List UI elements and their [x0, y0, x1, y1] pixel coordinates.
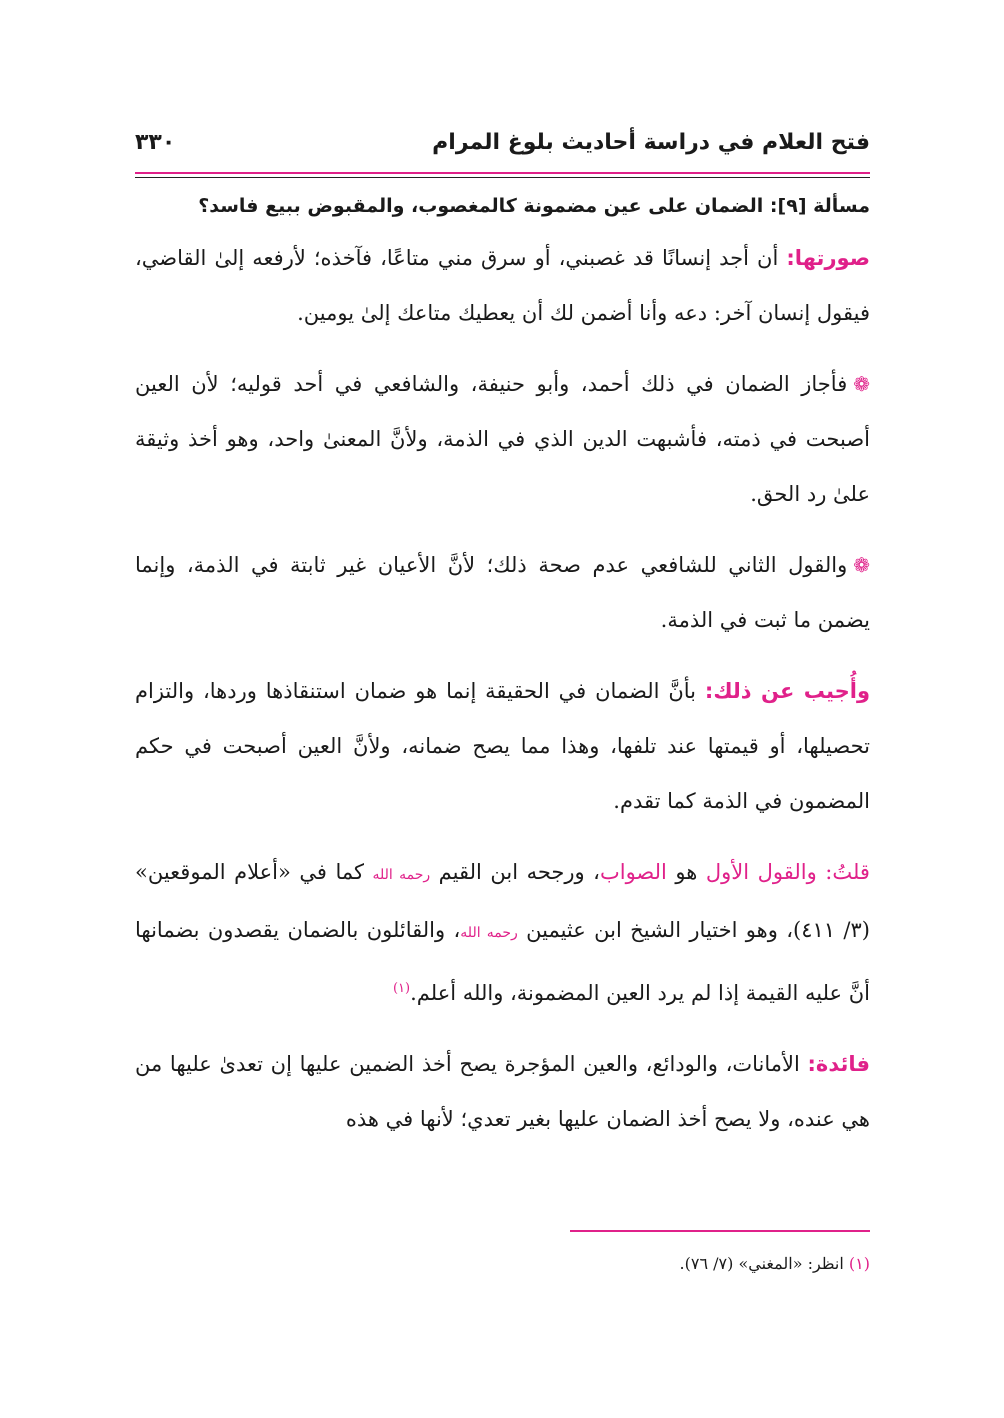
issue-number: مسألة [٩]: — [769, 195, 870, 217]
opinion-two-text: والقول الثاني للشافعي عدم صحة ذلك؛ لأنَّ الأعيان غير ثابتة في الذمة، وإنما يضمن ما ثبت في الذمة. — [135, 553, 870, 632]
footnote-text: انظر: «المغني» (٧/ ٧٦). — [679, 1254, 844, 1273]
header-rule-top — [135, 172, 870, 174]
verdict-first-opinion: والقول الأول — [705, 860, 817, 884]
answer-paragraph — [135, 664, 870, 829]
issue-heading — [135, 195, 870, 217]
case-label: صورتها: — [786, 246, 870, 270]
page-header — [135, 128, 870, 168]
footnote — [135, 1254, 870, 1273]
verdict-correct: الصواب — [599, 860, 667, 884]
case-text: أن أجد إنسانًا قد غصبني، أو سرق مني متاعًا، فآخذه؛ لأرفعه إلىٰ القاضي، فيقول إنسان آخر: دعه وأنا أضمن لك أن يعطيك متاعك إلىٰ يومين. — [135, 246, 870, 325]
verdict-text-2: كما في «أعلام الموقعين» (٣/ ٤١١)، وهو اختيار الشيخ ابن عثيمين — [135, 860, 870, 942]
verdict-text-1: ، ورجحه ابن القيم — [438, 860, 600, 884]
header-rule-bottom — [135, 177, 870, 178]
verdict-text-3: ، والقائلون بالضمان يقصدون بضمانها أنَّ عليه القيمة إذا لم يرد العين المضمونة، والله أعلم. — [135, 918, 870, 1005]
benefit-label: فائدة: — [807, 1052, 870, 1076]
benefit-paragraph — [135, 1037, 870, 1147]
verdict-paragraph — [135, 845, 870, 1021]
footnote-rule — [570, 1230, 870, 1232]
case-paragraph — [135, 231, 870, 341]
footnote-reference[interactable]: (١) — [392, 981, 411, 996]
main-content — [135, 195, 870, 1163]
opinion-one-text: فأجاز الضمان في ذلك أحمد، وأبو حنيفة، والشافعي في أحد قوليه؛ لأن العين أصبحت في ذمته، فأشبهت الدين الذي في الذمة، ولأنَّ المعنىٰ واحد، وهو أخذ وثيقة علىٰ رد الحق. — [135, 372, 870, 506]
verdict-is: هو — [675, 860, 698, 884]
opinion-one-paragraph — [135, 357, 870, 522]
footnote-number: (١) — [848, 1254, 870, 1273]
page-number: ٣٣٠ — [135, 130, 176, 155]
answer-text: بأنَّ الضمان في الحقيقة إنما هو ضمان استنقاذها وردها، والتزام تحصيلها، أو قيمتها عند تلفها، وهذا مما يصح ضمانه، ولأنَّ العين أصبحت في حكم المضمون في الذمة كما تقدم. — [135, 679, 870, 813]
benefit-text: الأمانات، والودائع، والعين المؤجرة يصح أخذ الضمين عليها إن تعدىٰ عليها من هي عنده، ولا يصح أخذ الضمان عليها بغير تعدي؛ لأنها في هذه — [135, 1052, 870, 1131]
rosette-icon: ❁ — [853, 372, 870, 396]
honorific-icon: رحمه الله — [372, 867, 431, 883]
verdict-intro: قلتُ: — [825, 860, 870, 884]
book-title: فتح العلام في دراسة أحاديث بلوغ المرام — [432, 130, 870, 155]
opinion-two-paragraph — [135, 538, 870, 648]
issue-question: الضمان على عين مضمونة كالمغصوب، والمقبوض ببيع فاسد؟ — [198, 195, 764, 217]
rosette-icon: ❁ — [853, 553, 870, 577]
honorific-icon: رحمه الله — [460, 925, 518, 941]
answer-label: وأُجيب عن ذلك: — [704, 679, 870, 703]
